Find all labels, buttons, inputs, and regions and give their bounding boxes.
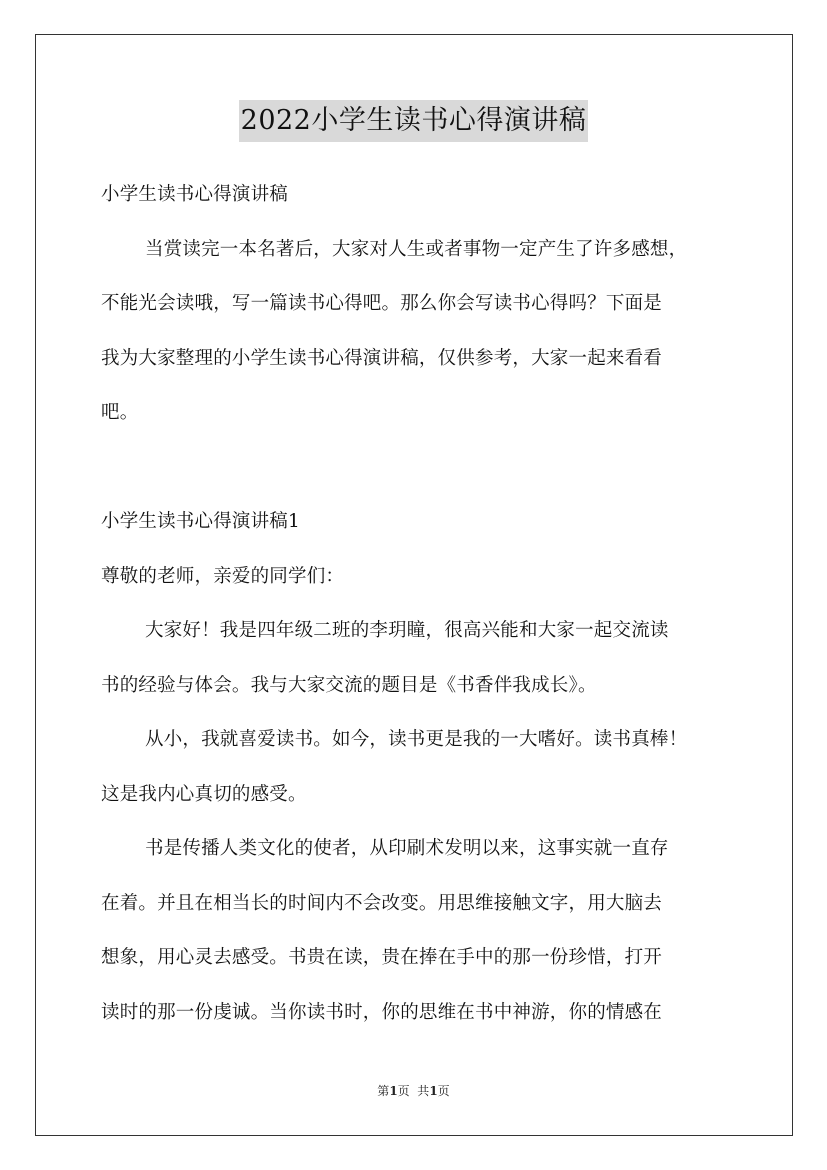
text-line: 小学生读书心得演讲稿 <box>101 184 289 205</box>
page-prefix: 第 <box>377 1084 390 1098</box>
document-title: 2022小学生读书心得演讲稿 <box>239 100 589 142</box>
text-line: 从小，我就喜爱读书。如今，读书更是我的一大嗜好。读书真棒！ <box>145 729 688 750</box>
document-body <box>101 168 731 1040</box>
text-line: 我为大家整理的小学生读书心得演讲稿，仅供参考，大家一起来看看 <box>101 347 663 369</box>
page-current: 1 <box>389 1084 398 1098</box>
text-line: 小学生读书心得演讲稿1 <box>101 511 300 532</box>
title-container <box>0 100 827 142</box>
text-line: 在着。并且在相当长的时间内不会改变。用思维接触文字，用大脑去 <box>101 892 663 914</box>
text-line: 这是我内心真切的感受。 <box>101 783 307 805</box>
text-line: 书是传播人类文化的使者，从印刷术发明以来，这事实就一直存 <box>145 838 669 859</box>
page-suffix: 页 <box>437 1084 450 1098</box>
page-total: 1 <box>429 1084 438 1098</box>
text-line: 想象，用心灵去感受。书贵在读，贵在捧在手中的那一份珍惜，打开 <box>101 947 663 968</box>
text-line: 吧。 <box>101 402 139 423</box>
blank-line <box>101 441 731 496</box>
text-line: 大家好！我是四年级二班的李玥瞳，很高兴能和大家一起交流读 <box>145 620 669 641</box>
page-mid: 页 共 <box>397 1084 430 1098</box>
text-line: 书的经验与体会。我与大家交流的题目是《书香伴我成长》。 <box>101 674 597 696</box>
text-line: 不能光会读哦，写一篇读书心得吧。那么你会写读书心得吗？下面是 <box>101 293 663 314</box>
page-footer <box>0 1082 827 1099</box>
text-line: 读时的那一份虔诚。当你读书时，你的思维在书中神游，你的情感在 <box>101 1001 663 1023</box>
text-line: 尊敬的老师，亲爱的同学们： <box>101 565 345 587</box>
text-line: 当赏读完一本名著后，大家对人生或者事物一定产生了许多感想， <box>145 238 688 260</box>
